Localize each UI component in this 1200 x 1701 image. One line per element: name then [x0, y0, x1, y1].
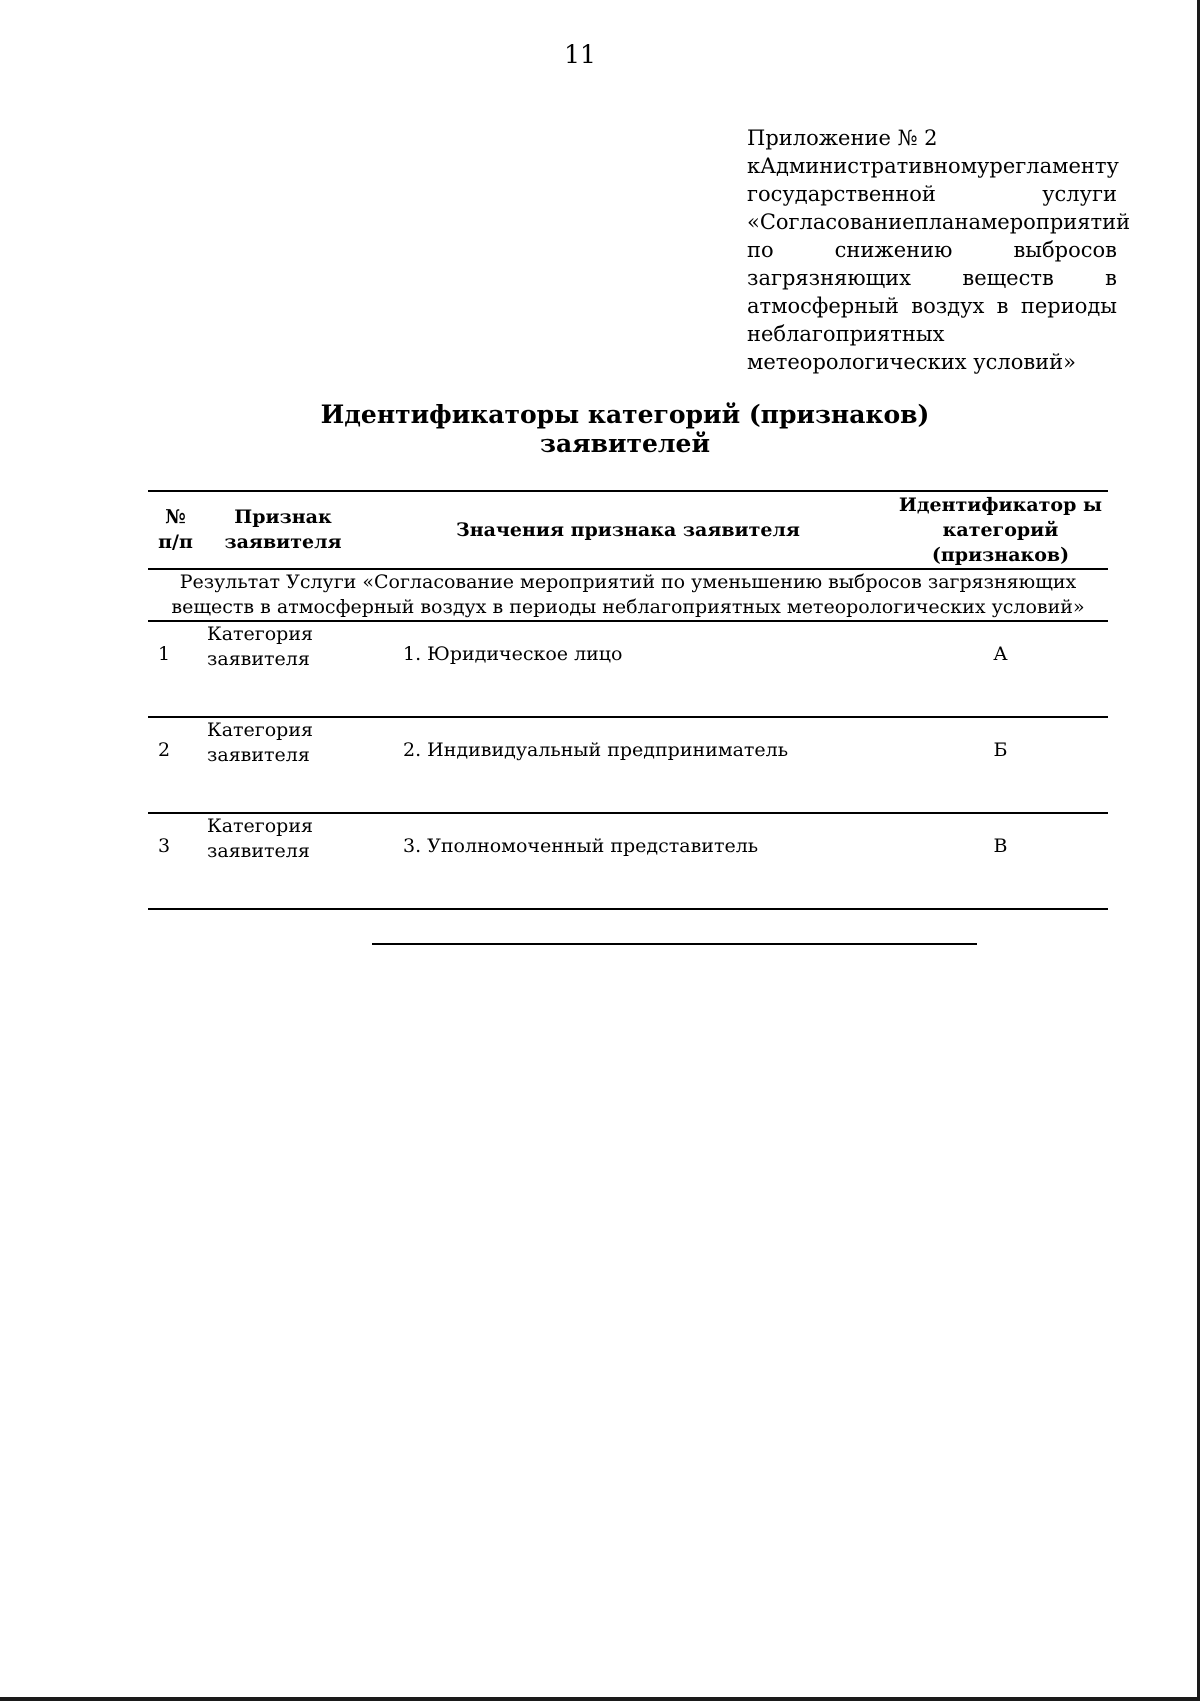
appendix-word: Административному — [760, 154, 990, 178]
appendix-word: выбросов — [1013, 238, 1117, 262]
table-header-row — [148, 491, 1108, 569]
appendix-line — [747, 292, 1117, 320]
appendix-word: государственной — [747, 182, 936, 206]
appendix-line — [747, 152, 1117, 180]
appendix-word: атмосферный — [747, 294, 899, 318]
appendix-word: веществ — [962, 266, 1054, 290]
row-identifier: Б — [893, 717, 1108, 813]
appendix-line — [747, 208, 1131, 236]
appendix-word: в — [1105, 266, 1117, 290]
appendix-word: мероприятий — [980, 210, 1131, 234]
row-attribute: Категория заявителя — [203, 621, 363, 717]
appendix-word: услуги — [1042, 182, 1117, 206]
appendix-line — [747, 264, 1117, 292]
row-value: 3. Уполномоченный представитель — [363, 813, 893, 909]
end-separator-line — [372, 943, 977, 945]
appendix-line: метеорологических условий» — [747, 350, 1076, 374]
appendix-word: периоды — [1020, 294, 1117, 318]
row-num: 1 — [148, 621, 203, 717]
appendix-word: воздух — [911, 294, 985, 318]
appendix-word: загрязняющих — [747, 266, 912, 290]
row-identifier: В — [893, 813, 1108, 909]
header-value: Значения признака заявителя — [363, 491, 893, 569]
page-edge-bottom — [0, 1697, 1200, 1701]
header-identifier: Идентификатор ы категорий (признаков) — [893, 491, 1108, 569]
row-value: 2. Индивидуальный предприниматель — [363, 717, 893, 813]
appendix-line: Приложение № 2 — [747, 126, 938, 150]
appendix-line — [747, 180, 1117, 208]
row-identifier: А — [893, 621, 1108, 717]
appendix-word: в — [996, 294, 1009, 318]
appendix-word: к — [747, 154, 761, 178]
identifiers-table — [148, 490, 1108, 910]
document-title: Идентификаторы категорий (признаков) заявителей — [320, 400, 930, 458]
table-row — [148, 621, 1108, 717]
row-attribute: Категория заявителя — [203, 813, 363, 909]
row-attribute: Категория заявителя — [203, 717, 363, 813]
appendix-line — [747, 236, 1117, 264]
table-row — [148, 717, 1108, 813]
appendix-word: снижению — [834, 238, 953, 262]
header-num: № п/п — [148, 491, 203, 569]
service-result-row — [148, 569, 1108, 621]
appendix-word: по — [747, 238, 774, 262]
appendix-line: неблагоприятных — [747, 322, 945, 346]
row-num: 3 — [148, 813, 203, 909]
header-attribute: Признак заявителя — [203, 491, 363, 569]
appendix-block — [747, 124, 1131, 376]
appendix-word: «Согласование — [747, 210, 915, 234]
appendix-word: плана — [914, 210, 981, 234]
service-result-text: Результат Услуги «Согласование мероприятий по уменьшению выбросов загрязняющих веществ в атмосферный воздух в периоды неблагоприятных метеорологических условий» — [148, 569, 1108, 621]
row-num: 2 — [148, 717, 203, 813]
table-row — [148, 813, 1108, 909]
appendix-word: регламенту — [989, 154, 1119, 178]
row-value: 1. Юридическое лицо — [363, 621, 893, 717]
page-number: 11 — [564, 40, 596, 69]
